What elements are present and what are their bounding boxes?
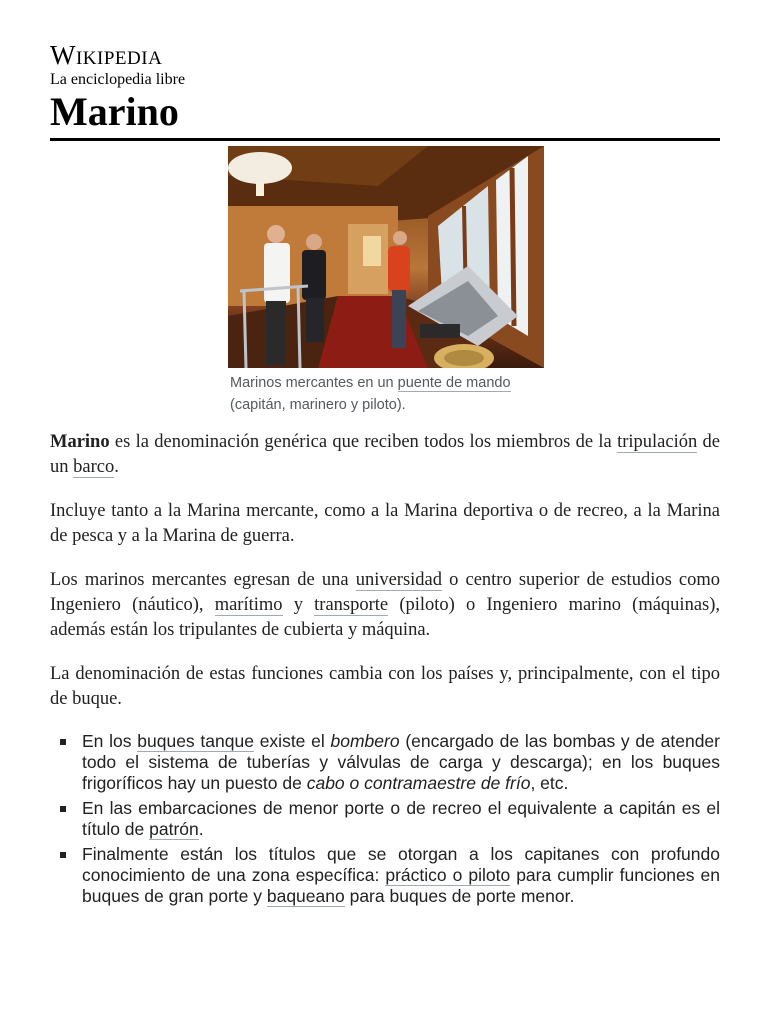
bold-term: Marino (50, 432, 110, 452)
paragraph-4: La denominación de estas funciones cambia con los países y, principalmente, con el tipo de buque. (50, 664, 720, 709)
tagline: La enciclopedia libre (50, 71, 186, 88)
link-practico-o-piloto[interactable]: práctico o piloto (385, 865, 511, 885)
link-universidad[interactable]: universidad (355, 570, 443, 590)
photo-illustration (228, 146, 544, 368)
paragraph-1: Marino es la denominación genérica que reciben todos los miembros de la tripulación de un barco. (50, 432, 720, 477)
wikipedia-logo[interactable]: Wikipedia (50, 40, 163, 70)
link-baqueano[interactable]: baqueano (266, 886, 345, 906)
article-body (50, 430, 720, 911)
link-puente-de-mando[interactable]: puente de mando (397, 375, 511, 391)
link-tripulacion[interactable]: tripulación (617, 432, 698, 452)
paragraph-2: Incluye tanto a la Marina mercante, como a la Marina deportiva o de recreo, a la Marina de pesca y a la Marina de guerra. (50, 501, 720, 546)
bullet-list (50, 731, 720, 907)
link-patron[interactable]: patrón (149, 819, 199, 839)
link-transporte[interactable]: transporte (314, 595, 389, 615)
list-item: En las embarcaciones de menor porte o de recreo el equivalente a capitán es el título de patrón. (50, 798, 720, 840)
list-item: En los buques tanque existe el bombero (encargado de las bombas y de atender todo el sistema de tuberías y válvulas de carga y descarga); en los buques frigoríficos hay un puesto de cabo o contramaestre de frío, etc. (50, 731, 720, 794)
title-divider (50, 138, 720, 141)
ship-bridge-photo[interactable] (228, 146, 544, 368)
link-barco[interactable]: barco (73, 457, 115, 477)
link-buques-tanque[interactable]: buques tanque (137, 731, 254, 751)
link-maritimo[interactable]: marítimo (214, 595, 283, 615)
figure-caption: Marinos mercantes en un puente de mando (capitán, marinero y piloto). (230, 375, 511, 413)
page-title: Marino (50, 89, 179, 134)
paragraph-3: Los marinos mercantes egresan de una universidad o centro superior de estudios como Ingeniero (náutico), marítimo y transporte (piloto) o Ingeniero marino (máquinas), además están los tripulantes de cubierta y máquina. (50, 570, 721, 640)
article-figure (228, 146, 544, 416)
list-item: Finalmente están los títulos que se otorgan a los capitanes con profundo conocimiento de una zona específica: práctico o piloto para cumplir funciones en buques de gran porte y baqueano para buques de porte menor. (50, 844, 720, 907)
